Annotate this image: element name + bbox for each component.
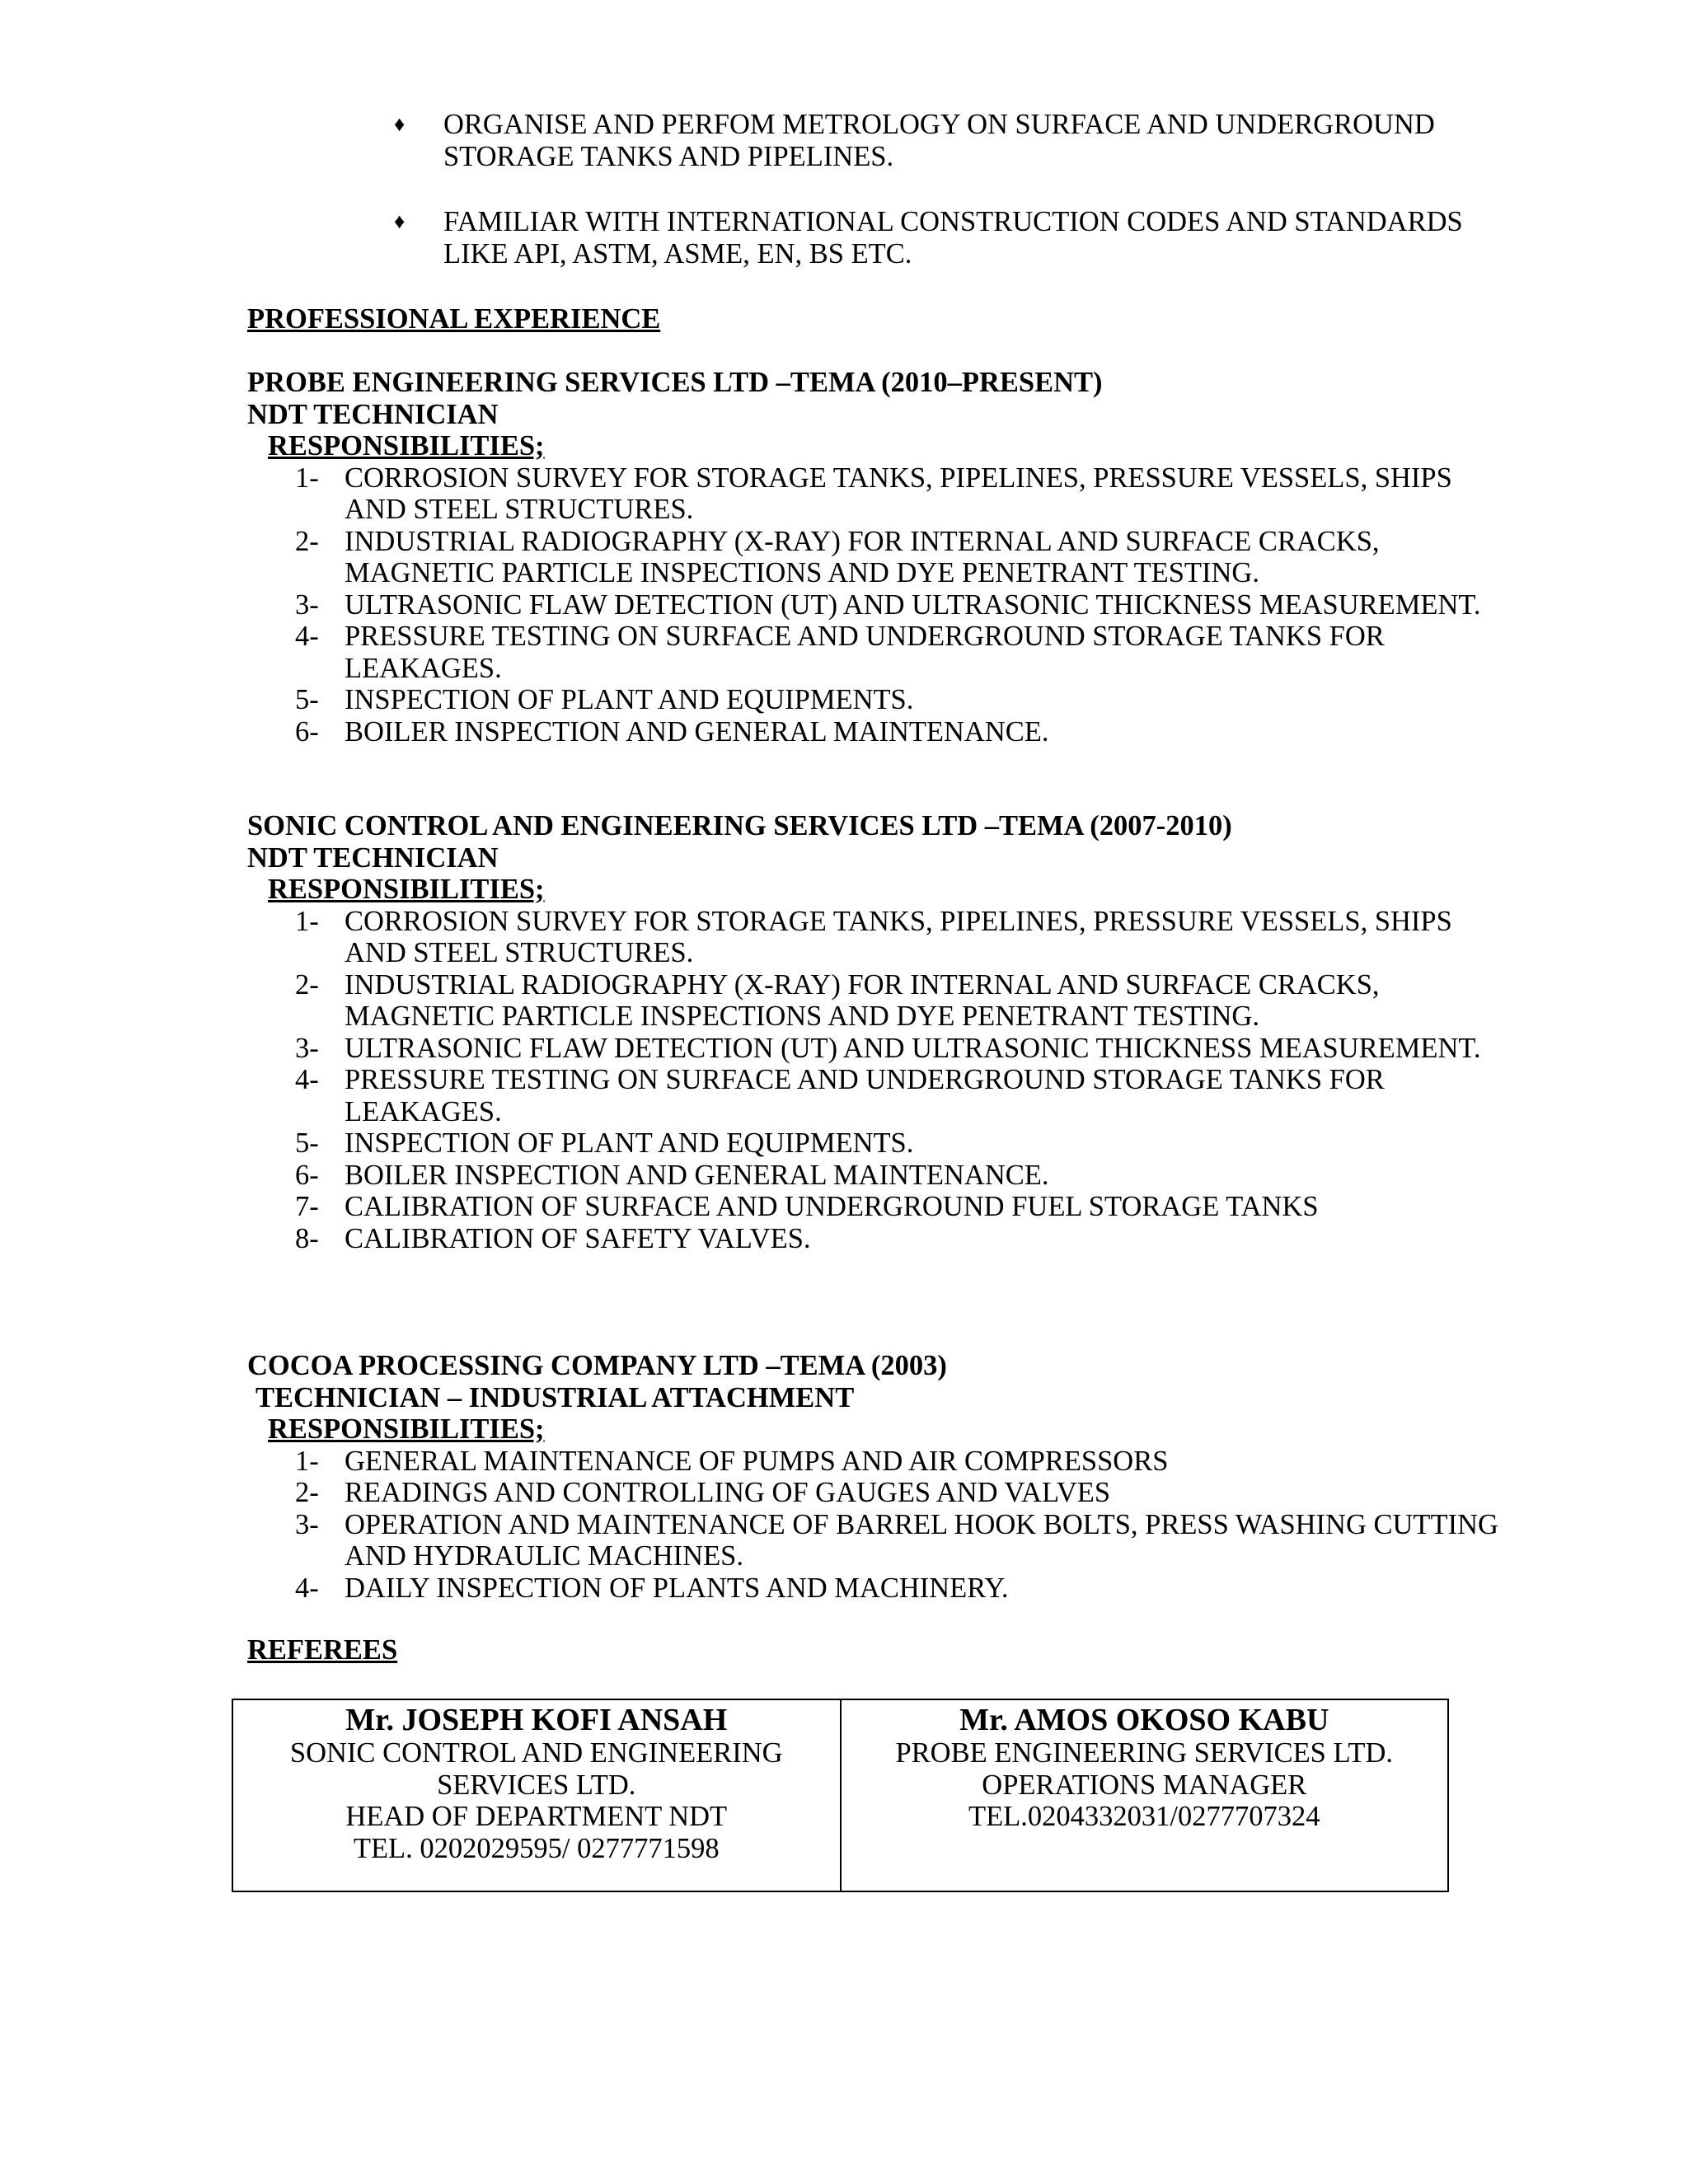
item-text: ULTRASONIC FLAW DETECTION (UT) AND ULTRASONIC THICKNESS MEASUREMENT.: [345, 588, 1481, 621]
item-text: CORROSION SURVEY FOR STORAGE TANKS, PIPELINES, PRESSURE VESSELS, SHIPS AND STEEL STRUCTURES.: [345, 905, 1452, 968]
job-company: SONIC CONTROL AND ENGINEERING SERVICES LTD –TEMA (2007-2010): [247, 810, 1232, 841]
item-number: 5-: [295, 684, 319, 715]
list-item: [247, 1064, 1533, 1127]
referee-detail: TEL. 0202029595/ 0277771598: [353, 1832, 720, 1864]
job-role: NDT TECHNICIAN: [247, 841, 499, 874]
item-text: BOILER INSPECTION AND GENERAL MAINTENANCE.: [345, 715, 1049, 748]
responsibilities-list: [247, 906, 1533, 1255]
item-number: 1-: [295, 905, 319, 937]
item-number: 1-: [295, 1445, 319, 1477]
referee-detail: SONIC CONTROL AND ENGINEERING: [289, 1737, 783, 1769]
item-text: ULTRASONIC FLAW DETECTION (UT) AND ULTRASONIC THICKNESS MEASUREMENT.: [345, 1032, 1481, 1064]
skill-bullet: [394, 109, 1465, 172]
item-text: INSPECTION OF PLANT AND EQUIPMENTS.: [345, 1127, 914, 1159]
list-item: [247, 906, 1533, 969]
item-text: PRESSURE TESTING ON SURFACE AND UNDERGROUND STORAGE TANKS FOR LEAKAGES.: [345, 621, 1385, 684]
skills-bullet-list: [394, 109, 1465, 303]
item-number: 5-: [295, 1127, 319, 1159]
job-company: PROBE ENGINEERING SERVICES LTD –TEMA (2010–PRESENT): [247, 367, 1103, 398]
item-number: 4-: [295, 621, 319, 652]
item-number: 7-: [295, 1191, 319, 1222]
professional-experience-heading: PROFESSIONAL EXPERIENCE: [247, 303, 661, 335]
list-item: [247, 526, 1533, 589]
referees-table: [232, 1699, 1449, 1892]
item-text: PRESSURE TESTING ON SURFACE AND UNDERGROUND STORAGE TANKS FOR LEAKAGES.: [345, 1064, 1385, 1127]
job-entry: [247, 367, 1533, 748]
item-text: CORROSION SURVEY FOR STORAGE TANKS, PIPELINES, PRESSURE VESSELS, SHIPS AND STEEL STRUCTURES.: [345, 462, 1452, 525]
diamond-bullet-icon: ♦: [394, 209, 406, 233]
list-item: [247, 684, 1533, 716]
list-item: [247, 1223, 1533, 1255]
item-number: 4-: [295, 1064, 319, 1095]
item-number: 3-: [295, 1032, 319, 1064]
item-number: 3-: [295, 1508, 319, 1540]
referee-name: Mr. JOSEPH KOFI ANSAH: [345, 1703, 728, 1737]
list-item: [247, 1033, 1533, 1065]
item-number: 6-: [295, 715, 319, 748]
item-number: 6-: [295, 1159, 319, 1191]
list-item: [247, 1572, 1533, 1605]
list-item: [247, 1477, 1533, 1509]
list-item: [247, 969, 1533, 1033]
responsibilities-label: RESPONSIBILITIES;: [268, 1413, 545, 1445]
item-number: 3-: [295, 588, 319, 621]
job-company: COCOA PROCESSING COMPANY LTD –TEMA (2003): [247, 1350, 947, 1381]
item-text: BOILER INSPECTION AND GENERAL MAINTENANCE.: [345, 1159, 1049, 1191]
list-item: [247, 1446, 1533, 1478]
item-text: INDUSTRIAL RADIOGRAPHY (X-RAY) FOR INTERNAL AND SURFACE CRACKS, MAGNETIC PARTICLE INSPECTIONS AND DYE PENETRANT TESTING.: [345, 968, 1380, 1032]
referee-detail: SERVICES LTD.: [437, 1769, 636, 1801]
job-role: TECHNICIAN – INDUSTRIAL ATTACHMENT: [256, 1381, 855, 1413]
item-text: READINGS AND CONTROLLING OF GAUGES AND VALVES: [345, 1477, 1111, 1508]
item-text: GENERAL MAINTENANCE OF PUMPS AND AIR COMPRESSORS: [345, 1445, 1169, 1477]
responsibilities-label: RESPONSIBILITIES;: [268, 874, 545, 905]
responsibilities-list: [247, 1446, 1533, 1605]
list-item: [247, 1509, 1533, 1572]
referee-card: [840, 1700, 1448, 1891]
referee-detail: OPERATIONS MANAGER: [982, 1769, 1307, 1801]
referees-heading: REFEREES: [247, 1634, 398, 1666]
job-entry: [247, 810, 1533, 1254]
item-number: 2-: [295, 968, 319, 1001]
referee-detail: PROBE ENGINEERING SERVICES LTD.: [895, 1737, 1394, 1769]
responsibilities-list: [247, 462, 1533, 748]
diamond-bullet-icon: ♦: [394, 112, 406, 136]
list-item: [247, 716, 1533, 748]
list-item: [247, 1191, 1533, 1223]
item-text: INSPECTION OF PLANT AND EQUIPMENTS.: [345, 684, 914, 715]
item-text: CALIBRATION OF SURFACE AND UNDERGROUND FUEL STORAGE TANKS: [345, 1191, 1319, 1222]
list-item: [247, 462, 1533, 526]
list-item: [247, 1127, 1533, 1160]
item-number: 2-: [295, 1477, 319, 1508]
job-role: NDT TECHNICIAN: [247, 398, 499, 430]
list-item: [247, 589, 1533, 621]
referee-detail: HEAD OF DEPARTMENT NDT: [345, 1801, 728, 1832]
item-text: DAILY INSPECTION OF PLANTS AND MACHINERY.: [345, 1572, 1009, 1604]
skill-bullet-text: ORGANISE AND PERFOM METROLOGY ON SURFACE AND UNDERGROUND STORAGE TANKS AND PIPELINES.: [443, 109, 1435, 172]
item-number: 1-: [295, 462, 319, 494]
item-text: OPERATION AND MAINTENANCE OF BARREL HOOK BOLTS, PRESS WASHING CUTTING AND HYDRAULIC MACHINES.: [345, 1508, 1498, 1572]
list-item: [247, 621, 1533, 684]
job-entry: [247, 1350, 1533, 1604]
item-text: INDUSTRIAL RADIOGRAPHY (X-RAY) FOR INTERNAL AND SURFACE CRACKS, MAGNETIC PARTICLE INSPECTIONS AND DYE PENETRANT TESTING.: [345, 525, 1380, 588]
referee-card: [233, 1700, 840, 1891]
item-number: 2-: [295, 525, 319, 557]
responsibilities-label: RESPONSIBILITIES;: [268, 430, 545, 462]
item-number: 4-: [295, 1572, 319, 1604]
skill-bullet-text: FAMILIAR WITH INTERNATIONAL CONSTRUCTION CODES AND STANDARDS LIKE API, ASTM, ASME, EN, BS ETC.: [443, 206, 1463, 269]
item-text: CALIBRATION OF SAFETY VALVES.: [345, 1222, 811, 1254]
referee-name: Mr. AMOS OKOSO KABU: [959, 1703, 1329, 1737]
list-item: [247, 1160, 1533, 1192]
referee-detail: TEL.0204332031/0277707324: [968, 1801, 1320, 1832]
item-number: 8-: [295, 1222, 319, 1254]
skill-bullet: [394, 206, 1465, 269]
